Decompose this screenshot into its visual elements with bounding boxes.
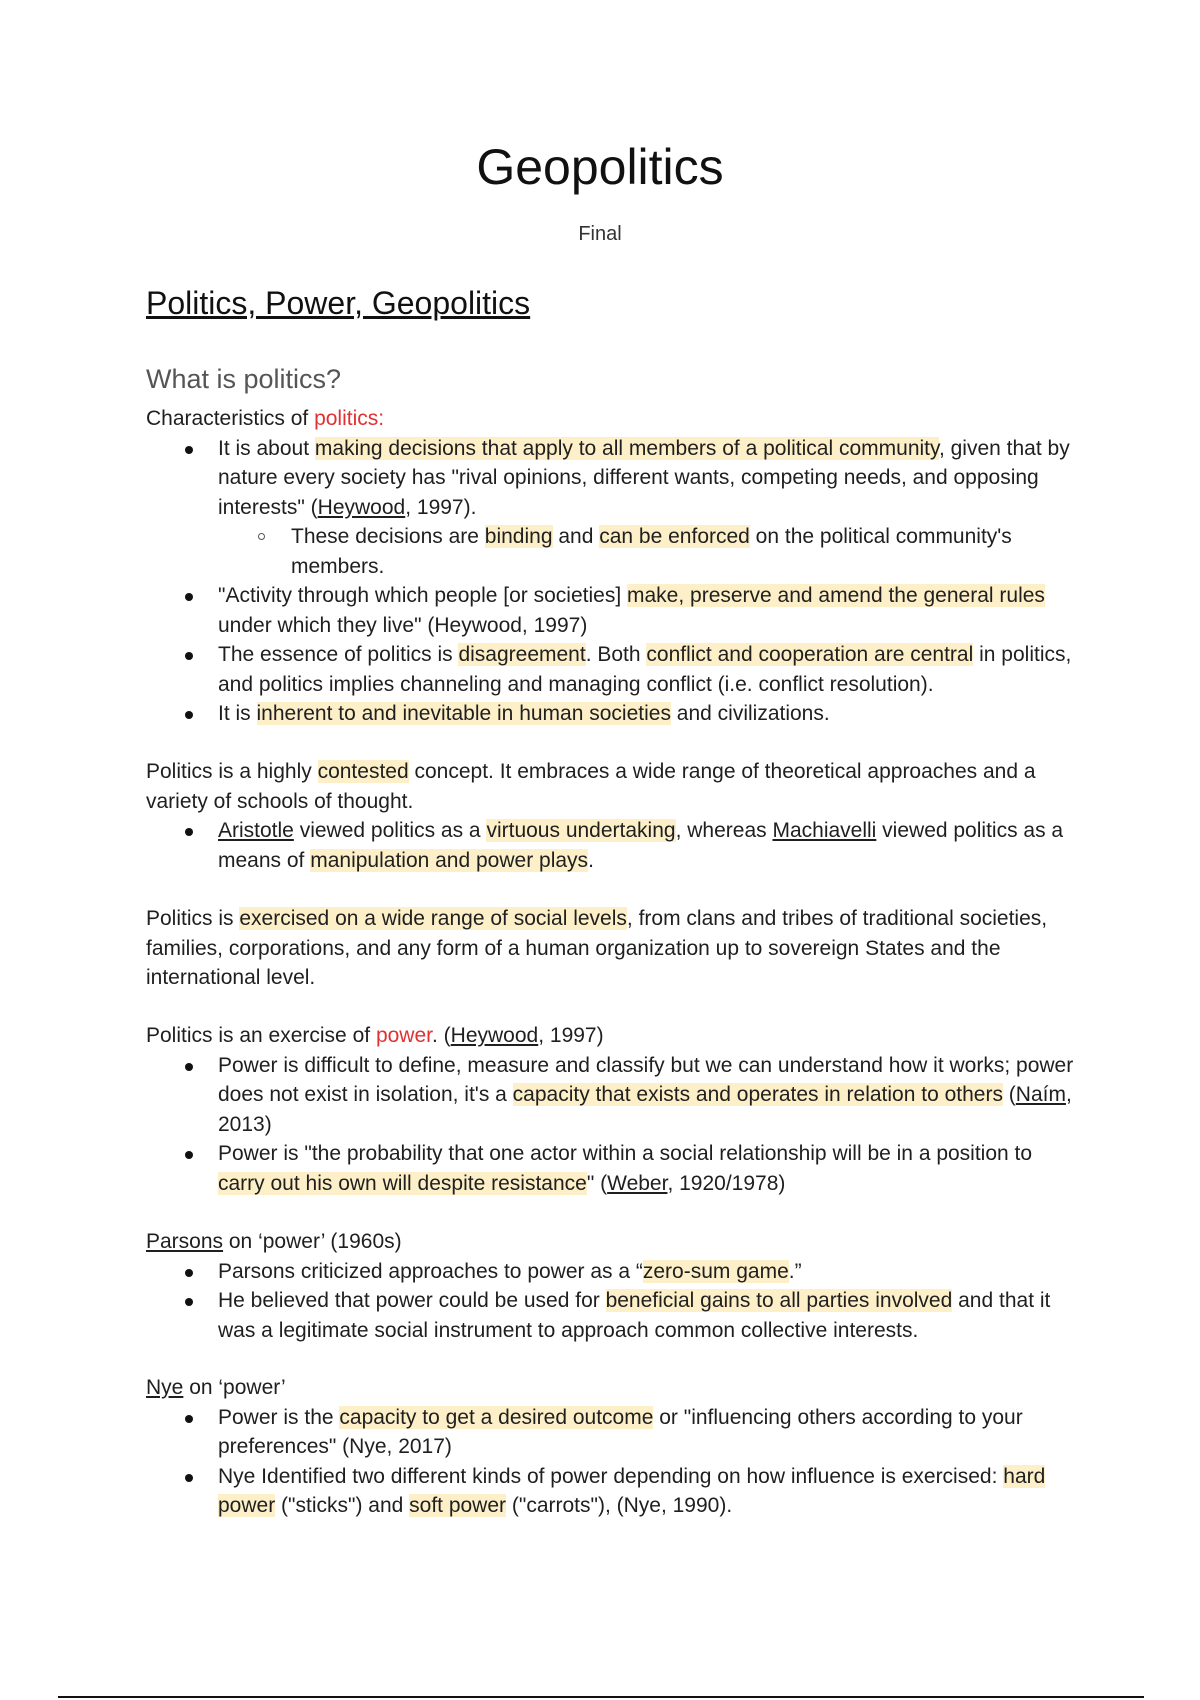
list-item: Power is the capacity to get a desired outcome or "influencing others according to your preferences" (Nye, 2017) xyxy=(146,1403,1076,1462)
list-item: Nye Identified two different kinds of power depending on how influence is exercised: hard power ("sticks") and soft power ("carrots"), (Nye, 1990). xyxy=(146,1462,1076,1521)
characteristics-list xyxy=(146,434,1076,729)
term-politics: politics xyxy=(314,407,379,430)
characteristics-intro: Characteristics of politics: xyxy=(146,407,385,430)
nye-section xyxy=(146,1373,1076,1521)
document-title: Geopolitics xyxy=(476,139,724,195)
subsection-heading: What is politics? xyxy=(146,364,342,394)
power-section xyxy=(146,1021,1076,1198)
list-item: He believed that power could be used for beneficial gains to all parties involved and that it was a legitimate social instrument to approach common collective interests. xyxy=(146,1286,1076,1345)
power-list xyxy=(146,1051,1076,1199)
contested-list xyxy=(146,816,1076,875)
list-item: Power is "the probability that one actor within a social relationship will be in a position to carry out his own will despite resistance" (Weber, 1920/1978) xyxy=(146,1139,1076,1198)
paragraph: Nye on ‘power’ xyxy=(146,1376,286,1399)
page-bottom-rule xyxy=(58,1696,1144,1698)
sub-list-item: These decisions are binding and can be enforced on the political community's members. xyxy=(146,522,1076,581)
list-item: It is inherent to and inevitable in human societies and civilizations. xyxy=(146,699,1076,729)
list-item: It is about making decisions that apply to all members of a political community, given that by nature every society has "rival opinions, different wants, competing needs, and opposing interests" (Heywood, 1997). xyxy=(146,434,1076,523)
nye-list xyxy=(146,1403,1076,1521)
contested-section xyxy=(146,757,1076,875)
levels-section xyxy=(146,904,1076,993)
document-subtitle: Final xyxy=(578,223,622,245)
section-heading: Politics, Power, Geopolitics xyxy=(146,285,531,321)
paragraph: Politics is an exercise of power. (Heywood, 1997) xyxy=(146,1024,604,1047)
list-item: Parsons criticized approaches to power as a “zero-sum game.” xyxy=(146,1257,1076,1287)
paragraph: Politics is a highly contested concept. It embraces a wide range of theoretical approaches and a variety of schools of thought. xyxy=(146,760,1036,813)
paragraph: Politics is exercised on a wide range of social levels, from clans and tribes of traditional societies, families, corporations, and any form of a human organization up to sovereign States and the international level. xyxy=(146,907,1048,989)
list-item: "Activity through which people [or societies] make, preserve and amend the general rules under which they live" (Heywood, 1997) xyxy=(146,581,1076,640)
parsons-section xyxy=(146,1227,1076,1345)
parsons-list xyxy=(146,1257,1076,1346)
paragraph: Parsons on ‘power’ (1960s) xyxy=(146,1230,402,1253)
list-item: Aristotle viewed politics as a virtuous undertaking, whereas Machiavelli viewed politics as a means of manipulation and power plays. xyxy=(146,816,1076,875)
term-power: power xyxy=(375,1024,432,1047)
list-item: The essence of politics is disagreement. Both conflict and cooperation are central in politics, and politics implies channeling and managing conflict (i.e. conflict resolution). xyxy=(146,640,1076,699)
characteristics-section xyxy=(146,404,1076,729)
list-item: Power is difficult to define, measure and classify but we can understand how it works; power does not exist in isolation, it's a capacity that exists and operates in relation to others (Naím, 2013) xyxy=(146,1051,1076,1140)
